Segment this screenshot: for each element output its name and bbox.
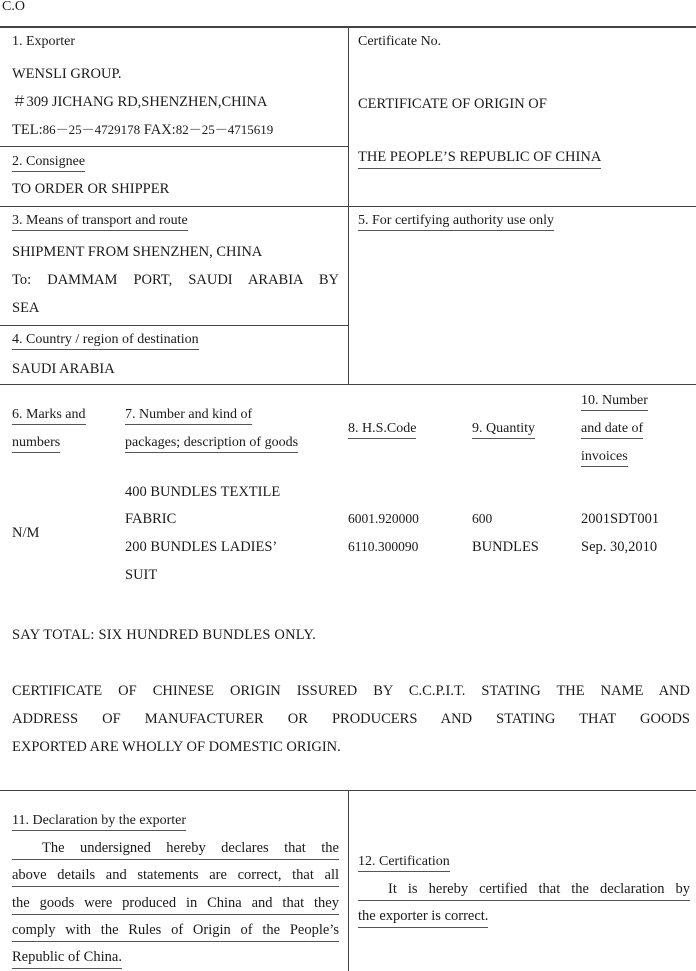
declaration-line1: The undersigned hereby declares that the [12,841,339,860]
header-quantity: 9. Quantity [472,422,535,439]
transport-line1: SHIPMENT FROM SHENZHEN, CHINA [12,244,263,260]
certification-line1: It is hereby certified that the declaration by [358,882,690,901]
goods-desc-line2: FABRIC [125,511,177,527]
declaration-label: 11. Declaration by the exporter [12,813,186,831]
exporter-divider [0,146,348,147]
header-invoices-3: invoices [581,450,628,467]
exporter-address: ＃309 JICHANG RD,SHENZHEN,CHINA [12,94,268,110]
lower-column-divider [348,790,349,971]
invoice-number: 2001SDT001 [581,511,660,527]
tel-label: TEL: [12,122,43,138]
transport-line2: To: DAMMAM PORT, SAUDI ARABIA BY [12,272,339,288]
origin-note-line1: CERTIFICATE OF CHINESE ORIGIN ISSURED BY C.C.P.I.T. STATING THE NAME AND [12,683,690,699]
header-marks-1: 6. Marks and [12,408,86,425]
goods-desc-line4: SUIT [125,567,158,583]
header-invoices-2: and date of [581,422,643,439]
upper-column-divider [348,26,349,384]
declaration-line3: the goods were produced in China and that they [12,896,339,915]
marks-value: N/M [12,525,40,541]
header-packages-2: packages; description of goods [125,436,298,453]
destination-value: SAUDI ARABIA [12,361,115,377]
invoice-date: Sep. 30,2010 [581,539,658,555]
certification-label: 12. Certification [358,854,450,872]
header-invoices-1: 10. Number [581,394,648,411]
header-packages-1: 7. Number and kind of [125,408,252,425]
declaration-line2: above details and statements are correct, that all [12,868,339,887]
consignee-label: 2. Consignee [12,154,85,172]
exporter-name: WENSLI GROUP. [12,66,122,82]
certificate-title-line1: CERTIFICATE OF ORIGIN OF [358,96,547,112]
exporter-label: 1. Exporter [12,34,75,49]
certificate-no-label: Certificate No. [358,34,442,49]
hs-code-2: 6110.300090 [348,539,419,554]
exporter-phone-fax [12,123,273,138]
goods-desc-line1: 400 BUNDLES TEXTILE [125,484,281,500]
declaration-line5: Republic of China. [12,950,122,969]
transport-line3: SEA [12,300,40,316]
authority-top [348,206,696,207]
declaration-line4: comply with the Rules of Origin of the People’s [12,923,339,942]
header-marks-2: numbers [12,436,60,453]
fax-label: FAX: [143,122,176,138]
quantity-unit: BUNDLES [472,539,539,555]
destination-label: 4. Country / region of destination [12,332,199,350]
origin-note-line2: ADDRESS OF MANUFACTURER OR PRODUCERS AND STATING THAT GOODS [12,711,690,727]
consignee-value: TO ORDER OR SHIPPER [12,181,170,197]
authority-label: 5. For certifying authority use only [358,213,554,231]
origin-note-line3: EXPORTED ARE WHOLLY OF DOMESTIC ORIGIN. [12,739,341,755]
quantity-value: 600 [472,511,493,526]
transport-label: 3. Means of transport and route [12,213,188,231]
form-code: C.O [2,0,25,14]
tel-value: 86－25－4729178 [42,122,141,137]
goods-desc-line3: 200 BUNDLES LADIES’ [125,539,278,555]
fax-value: 82－25－4715619 [175,122,274,137]
header-hs-code: 8. H.S.Code [348,422,416,439]
transport-divider [0,325,348,326]
certification-line2: the exporter is correct. [358,909,488,928]
goods-top [0,384,696,385]
say-total: SAY TOTAL: SIX HUNDRED BUNDLES ONLY. [12,627,317,643]
certificate-title-line2: THE PEOPLE’S REPUBLIC OF CHINA [358,150,601,169]
hs-code-1: 6001.920000 [348,511,419,526]
